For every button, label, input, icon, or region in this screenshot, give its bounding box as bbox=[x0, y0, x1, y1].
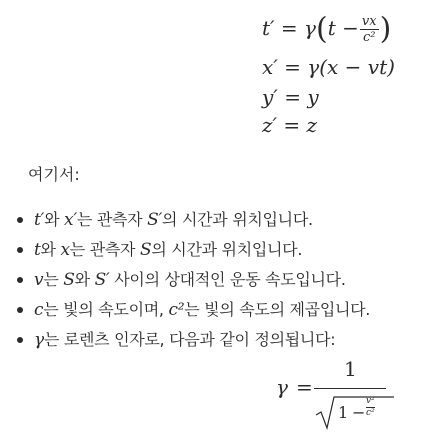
equation-t-lhs: t′ = γ bbox=[262, 16, 317, 40]
equation-t-left-paren: ( bbox=[316, 11, 328, 47]
list-item bbox=[0, 295, 424, 325]
equation-t-fraction bbox=[360, 14, 379, 45]
text-segment: 는 관측자 bbox=[69, 240, 140, 259]
text-segment: 는 로렌츠 인자로, 다음과 같이 정의됩니다: bbox=[43, 330, 336, 349]
equation-t-frac-denominator: c² bbox=[360, 29, 379, 45]
math-term: v bbox=[34, 270, 44, 290]
gamma-symbol: γ bbox=[276, 375, 288, 399]
text-segment: 는 관측자 bbox=[76, 210, 148, 229]
text-segment: 의 시간과 위치입니다. bbox=[162, 210, 313, 229]
math-term: S′ bbox=[147, 210, 163, 230]
gamma-denominator bbox=[314, 395, 394, 431]
gamma-one: 1 bbox=[338, 403, 349, 422]
gamma-small-denominator: c² bbox=[366, 408, 375, 418]
bullet-dot bbox=[17, 277, 23, 283]
text-segment: 는 bbox=[43, 270, 64, 289]
math-term: t bbox=[34, 240, 41, 260]
gamma-numerator: 1 bbox=[344, 357, 357, 381]
bullet-dot bbox=[17, 307, 23, 313]
bullet-dot bbox=[17, 337, 23, 343]
text-segment: 사이의 상대적인 운동 속도입니다. bbox=[109, 270, 346, 289]
definitions-list bbox=[0, 205, 424, 355]
math-term: S bbox=[63, 270, 75, 290]
bullet-dot bbox=[17, 247, 23, 253]
equation-t-right-paren: ) bbox=[379, 11, 392, 47]
math-term: t′ bbox=[34, 210, 45, 230]
bullet-dot bbox=[17, 217, 23, 223]
list-item bbox=[0, 325, 424, 355]
gamma-small-fraction bbox=[366, 396, 375, 419]
math-term: c² bbox=[168, 300, 185, 320]
equation-time-transform bbox=[262, 11, 392, 47]
list-item bbox=[0, 205, 424, 235]
text-segment: 는 빛의 속도이며, bbox=[43, 300, 169, 319]
equation-y-transform: y′ = y bbox=[262, 85, 319, 109]
math-term: S bbox=[140, 240, 152, 260]
equation-x-transform: x′ = γ(x − vt) bbox=[262, 55, 395, 79]
text-segment: 는 빛의 속도의 제곱입니다. bbox=[184, 300, 371, 319]
list-item bbox=[0, 235, 424, 265]
text-segment: 와 bbox=[74, 270, 95, 289]
equation-t-frac-numerator: vx bbox=[361, 14, 377, 29]
math-term: x bbox=[60, 240, 70, 260]
where-label: 여기서: bbox=[28, 165, 80, 184]
equation-t-inner: t − bbox=[327, 16, 359, 40]
text-segment: 와 bbox=[40, 240, 61, 259]
gamma-fraction-bar bbox=[314, 388, 386, 389]
equation-z-transform: z′ = z bbox=[262, 113, 318, 137]
gamma-minus: − bbox=[352, 403, 366, 422]
text-segment: 의 시간과 위치입니다. bbox=[151, 240, 303, 259]
list-item bbox=[0, 265, 424, 295]
math-term: γ bbox=[34, 330, 44, 350]
gamma-small-numerator: v² bbox=[366, 396, 375, 406]
text-segment: 와 bbox=[44, 210, 65, 229]
math-term: c bbox=[34, 300, 44, 320]
math-term: S′ bbox=[94, 270, 110, 290]
gamma-equals: = bbox=[296, 375, 313, 399]
math-term: x′ bbox=[64, 210, 77, 230]
